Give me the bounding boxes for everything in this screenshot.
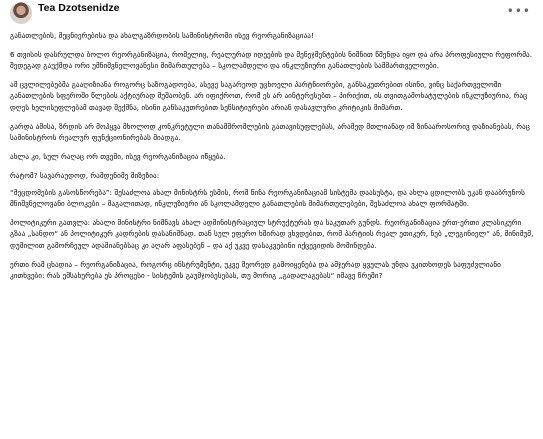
post-paragraph: 6 თვისის დასრულდა ბოლო რეორგანიზაცია, რომელიც, რეალურად იდეების და მენეჯმენტების ნიშნით წმენდა იყო და არა პროფესიული რეფორმა. შედეგად გაუქმდა ორი უმნიშვნელოვანესი მიმართულება – სკოლამდელი და ინკლუზიური განათლების სამმართველოები. <box>10 49 533 71</box>
post-paragraph: ამ ცვლილებებმა გააღიზიანა როგორც საზოგადოება, ასევე საგარეოდ უცხოელი პარტნიორები, განსაკუთრებით ისინი, ვინც საქართველოში განათლების სფეროში წლების აქტიურად მუშაობენ. არ იფიქროთ, რომ ეს არ აინტერესებთ – პირიქით, ის თვითგამოხატულების ინკლუზიურია, რაც დღეს ხელისუფლებამ თავად შექმნა, ისინი განსაკუთრებით სენსიტიურები არიან დასავლური კრიტიკის მიმართ. <box>10 80 528 112</box>
avatar[interactable] <box>10 2 32 24</box>
post-header <box>0 0 543 26</box>
post-paragraph: პოლიტიკური გათვლა: ახალი მინისტრი ნიშნავს ახალ ადმინისტრაციულ სტრუქტურას და საკუთარ გუნდს. რეორგანიზაცია ერთ-ერთი კლასიკური გზაა „სანდო“ ან პოლიტიკურ კადრების დასანიშნად. თან სულ ეფერო ხშირად ვხვდებით, რომ პარტიის რეალ ეთიკურ, ნებ „ლეგინიელ“ ან, მინიმუმ, დუმილით გამორჩეულ ადამიანებსაც კი აღარ აფასებენ – და აქ უკვე დასაკვებინი იქცევიდის მომინდება. <box>10 218 534 250</box>
post-paragraph: ერთი რამ ცხადია – რეორგანიზაცია, როგორც ინსტრუმენტი, უკვე მეორედ გამოიყენება და ამჯერად ყველას უნდა ვკითხოდეს საფუძვლიანი კითხვები: რას ემსახურება ეს პროცესი - სისტემის გაუმჯობესებას, თუ მორიგ „გადალაგებას“ იმავე წრეში? <box>10 259 501 280</box>
ellipsis-icon[interactable]: ••• <box>506 4 531 18</box>
author-name[interactable]: Tea Dzotsenidze <box>38 2 120 14</box>
post-paragraph: განათლების, მეცნიერებისა და ახალგაზრდობის სამინისტროში ისევ რეორგანიზაციაა! <box>10 31 314 40</box>
post-body <box>10 30 535 281</box>
post-paragraph: ახლა კი, სულ რაღაც ორ თვეში, ისევ რეორგანიზაცია იწყება. <box>10 151 226 161</box>
post-paragraph: გარდა ამისა, ზრდის არ მოჰყვა მხოლოდ კონკრეტული თანამშრომლების გათავისუფლებას, არამედ მთლიანად იმ ზინააროსორივ დაზიანებას, რაც სამინისტროს რეალურ ფუნქციონირებას მიადგა. <box>10 121 530 142</box>
post-paragraph: “მეცდომების გასოსწორება”: შესაძლოა ახალ მინისტრს ესმის, რომ წინა რეორგანიზაციამ სისტემა დაასუსტა, და ახლა ცდილობს უკან დააბრუნოს მნიშვნელოვანი ბლოკები – მაგალითად, ინკლუზიური ან სკოლამდელი განათლების მიმართულებები, შესაძლოა ახალ ფორმატში. <box>10 187 525 209</box>
post-paragraph: რატომ? სავარაუდოდ, რამდენიმე მიზეზია: <box>10 170 160 180</box>
